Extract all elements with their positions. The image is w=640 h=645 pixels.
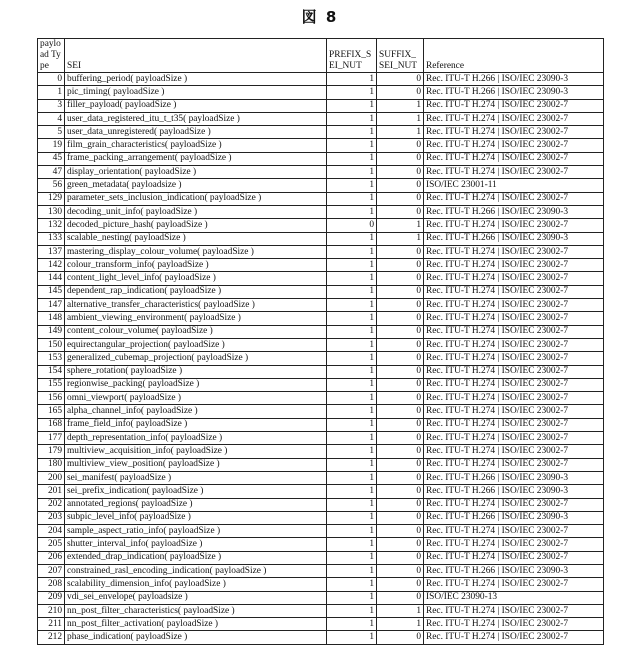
cell-reference: ISO/IEC 23001-11 xyxy=(424,179,604,192)
table-row xyxy=(38,525,604,538)
cell-sei: parameter_sets_inclusion_indication( payloadSize ) xyxy=(65,192,327,205)
cell-prefix-sei-nut: 1 xyxy=(327,618,377,631)
cell-payload-type: 208 xyxy=(38,578,65,591)
cell-reference: Rec. ITU-T H.266 | ISO/IEC 23090-3 xyxy=(424,205,604,218)
cell-reference: Rec. ITU-T H.274 | ISO/IEC 23002-7 xyxy=(424,325,604,338)
cell-reference: Rec. ITU-T H.274 | ISO/IEC 23002-7 xyxy=(424,166,604,179)
cell-prefix-sei-nut: 1 xyxy=(327,152,377,165)
table-row xyxy=(38,73,604,86)
cell-payload-type: 154 xyxy=(38,365,65,378)
table-row xyxy=(38,392,604,405)
cell-payload-type: 1 xyxy=(38,86,65,99)
cell-payload-type: 130 xyxy=(38,205,65,218)
cell-prefix-sei-nut: 1 xyxy=(327,445,377,458)
cell-suffix-sei-nut: 1 xyxy=(377,618,424,631)
cell-prefix-sei-nut: 1 xyxy=(327,299,377,312)
table-row xyxy=(38,591,604,604)
table-row xyxy=(38,166,604,179)
cell-suffix-sei-nut: 0 xyxy=(377,485,424,498)
table-row xyxy=(38,551,604,564)
table-row xyxy=(38,219,604,232)
cell-sei: generalized_cubemap_projection( payloadSize ) xyxy=(65,352,327,365)
cell-reference: Rec. ITU-T H.266 | ISO/IEC 23090-3 xyxy=(424,564,604,577)
cell-payload-type: 0 xyxy=(38,73,65,86)
cell-prefix-sei-nut: 1 xyxy=(327,631,377,644)
cell-payload-type: 149 xyxy=(38,325,65,338)
cell-suffix-sei-nut: 0 xyxy=(377,312,424,325)
cell-prefix-sei-nut: 1 xyxy=(327,538,377,551)
cell-sei: nn_post_filter_activation( payloadSize ) xyxy=(65,618,327,631)
cell-suffix-sei-nut: 1 xyxy=(377,126,424,139)
cell-payload-type: 211 xyxy=(38,618,65,631)
cell-sei: display_orientation( payloadSize ) xyxy=(65,166,327,179)
cell-suffix-sei-nut: 0 xyxy=(377,73,424,86)
cell-reference: Rec. ITU-T H.274 | ISO/IEC 23002-7 xyxy=(424,392,604,405)
cell-prefix-sei-nut: 1 xyxy=(327,392,377,405)
table-row xyxy=(38,245,604,258)
cell-payload-type: 179 xyxy=(38,445,65,458)
table-row xyxy=(38,458,604,471)
cell-prefix-sei-nut: 1 xyxy=(327,166,377,179)
cell-suffix-sei-nut: 0 xyxy=(377,245,424,258)
cell-reference: Rec. ITU-T H.274 | ISO/IEC 23002-7 xyxy=(424,551,604,564)
figure-title: 図 8 xyxy=(0,6,640,27)
cell-payload-type: 142 xyxy=(38,259,65,272)
cell-payload-type: 207 xyxy=(38,564,65,577)
cell-payload-type: 4 xyxy=(38,112,65,125)
cell-reference: Rec. ITU-T H.274 | ISO/IEC 23002-7 xyxy=(424,285,604,298)
cell-suffix-sei-nut: 0 xyxy=(377,179,424,192)
cell-prefix-sei-nut: 1 xyxy=(327,86,377,99)
table-row xyxy=(38,126,604,139)
cell-prefix-sei-nut: 1 xyxy=(327,325,377,338)
cell-reference: Rec. ITU-T H.274 | ISO/IEC 23002-7 xyxy=(424,538,604,551)
table-row xyxy=(38,179,604,192)
cell-sei: depth_representation_info( payloadSize ) xyxy=(65,432,327,445)
cell-payload-type: 19 xyxy=(38,139,65,152)
cell-suffix-sei-nut: 0 xyxy=(377,511,424,524)
cell-suffix-sei-nut: 0 xyxy=(377,405,424,418)
cell-payload-type: 47 xyxy=(38,166,65,179)
cell-sei: alternative_transfer_characteristics( payloadSize ) xyxy=(65,299,327,312)
cell-sei: mastering_display_colour_volume( payloadSize ) xyxy=(65,245,327,258)
cell-suffix-sei-nut: 0 xyxy=(377,525,424,538)
cell-prefix-sei-nut: 1 xyxy=(327,604,377,617)
cell-sei: vdi_sei_envelope( payloadsize ) xyxy=(65,591,327,604)
cell-payload-type: 202 xyxy=(38,498,65,511)
cell-reference: Rec. ITU-T H.274 | ISO/IEC 23002-7 xyxy=(424,458,604,471)
cell-prefix-sei-nut: 1 xyxy=(327,112,377,125)
cell-reference: Rec. ITU-T H.266 | ISO/IEC 23090-3 xyxy=(424,73,604,86)
cell-reference: Rec. ITU-T H.266 | ISO/IEC 23090-3 xyxy=(424,485,604,498)
cell-prefix-sei-nut: 1 xyxy=(327,139,377,152)
cell-reference: ISO/IEC 23090-13 xyxy=(424,591,604,604)
cell-sei: frame_field_info( payloadSize ) xyxy=(65,418,327,431)
cell-reference: Rec. ITU-T H.274 | ISO/IEC 23002-7 xyxy=(424,604,604,617)
cell-suffix-sei-nut: 0 xyxy=(377,551,424,564)
cell-suffix-sei-nut: 0 xyxy=(377,299,424,312)
cell-payload-type: 205 xyxy=(38,538,65,551)
cell-reference: Rec. ITU-T H.274 | ISO/IEC 23002-7 xyxy=(424,99,604,112)
table-row xyxy=(38,205,604,218)
cell-reference: Rec. ITU-T H.266 | ISO/IEC 23090-3 xyxy=(424,471,604,484)
table-header-row xyxy=(38,39,604,73)
table-row xyxy=(38,338,604,351)
cell-prefix-sei-nut: 1 xyxy=(327,126,377,139)
table-row xyxy=(38,299,604,312)
cell-sei: user_data_unregistered( payloadSize ) xyxy=(65,126,327,139)
cell-prefix-sei-nut: 1 xyxy=(327,192,377,205)
table-row xyxy=(38,604,604,617)
cell-sei: regionwise_packing( payloadSize ) xyxy=(65,378,327,391)
cell-reference: Rec. ITU-T H.274 | ISO/IEC 23002-7 xyxy=(424,631,604,644)
cell-sei: film_grain_characteristics( payloadSize ) xyxy=(65,139,327,152)
cell-prefix-sei-nut: 1 xyxy=(327,432,377,445)
table-row xyxy=(38,352,604,365)
table-row xyxy=(38,325,604,338)
cell-reference: Rec. ITU-T H.274 | ISO/IEC 23002-7 xyxy=(424,219,604,232)
cell-suffix-sei-nut: 0 xyxy=(377,392,424,405)
cell-sei: content_light_level_info( payloadSize ) xyxy=(65,272,327,285)
cell-payload-type: 204 xyxy=(38,525,65,538)
cell-sei: extended_drap_indication( payloadSize ) xyxy=(65,551,327,564)
cell-payload-type: 133 xyxy=(38,232,65,245)
cell-sei: omni_viewport( payloadSize ) xyxy=(65,392,327,405)
cell-sei: shutter_interval_info( payloadSize ) xyxy=(65,538,327,551)
cell-suffix-sei-nut: 1 xyxy=(377,604,424,617)
cell-suffix-sei-nut: 0 xyxy=(377,378,424,391)
table-row xyxy=(38,471,604,484)
cell-prefix-sei-nut: 1 xyxy=(327,232,377,245)
cell-payload-type: 210 xyxy=(38,604,65,617)
cell-suffix-sei-nut: 0 xyxy=(377,259,424,272)
cell-reference: Rec. ITU-T H.274 | ISO/IEC 23002-7 xyxy=(424,498,604,511)
cell-sei: dependent_rap_indication( payloadSize ) xyxy=(65,285,327,298)
cell-reference: Rec. ITU-T H.274 | ISO/IEC 23002-7 xyxy=(424,338,604,351)
cell-reference: Rec. ITU-T H.266 | ISO/IEC 23090-3 xyxy=(424,86,604,99)
cell-sei: colour_transform_info( payloadSize ) xyxy=(65,259,327,272)
cell-prefix-sei-nut: 1 xyxy=(327,73,377,86)
cell-sei: decoded_picture_hash( payloadSize ) xyxy=(65,219,327,232)
cell-suffix-sei-nut: 0 xyxy=(377,86,424,99)
cell-suffix-sei-nut: 0 xyxy=(377,578,424,591)
cell-sei: phase_indication( payloadSize ) xyxy=(65,631,327,644)
cell-payload-type: 147 xyxy=(38,299,65,312)
cell-suffix-sei-nut: 1 xyxy=(377,219,424,232)
table-row xyxy=(38,418,604,431)
table-row xyxy=(38,618,604,631)
cell-suffix-sei-nut: 0 xyxy=(377,272,424,285)
table-row xyxy=(38,139,604,152)
cell-sei: ambient_viewing_environment( payloadSize ) xyxy=(65,312,327,325)
cell-payload-type: 156 xyxy=(38,392,65,405)
cell-sei: alpha_channel_info( payloadSize ) xyxy=(65,405,327,418)
cell-payload-type: 153 xyxy=(38,352,65,365)
cell-suffix-sei-nut: 1 xyxy=(377,99,424,112)
cell-prefix-sei-nut: 1 xyxy=(327,179,377,192)
cell-reference: Rec. ITU-T H.274 | ISO/IEC 23002-7 xyxy=(424,272,604,285)
table-row xyxy=(38,152,604,165)
cell-payload-type: 148 xyxy=(38,312,65,325)
cell-prefix-sei-nut: 1 xyxy=(327,591,377,604)
cell-reference: Rec. ITU-T H.274 | ISO/IEC 23002-7 xyxy=(424,618,604,631)
cell-reference: Rec. ITU-T H.274 | ISO/IEC 23002-7 xyxy=(424,378,604,391)
cell-reference: Rec. ITU-T H.274 | ISO/IEC 23002-7 xyxy=(424,245,604,258)
cell-prefix-sei-nut: 1 xyxy=(327,485,377,498)
cell-payload-type: 129 xyxy=(38,192,65,205)
cell-suffix-sei-nut: 0 xyxy=(377,498,424,511)
cell-sei: scalable_nesting( payloadSize ) xyxy=(65,232,327,245)
cell-suffix-sei-nut: 0 xyxy=(377,338,424,351)
cell-suffix-sei-nut: 0 xyxy=(377,352,424,365)
table-row xyxy=(38,312,604,325)
cell-payload-type: 206 xyxy=(38,551,65,564)
cell-sei: user_data_registered_itu_t_t35( payloadSize ) xyxy=(65,112,327,125)
cell-suffix-sei-nut: 0 xyxy=(377,192,424,205)
cell-prefix-sei-nut: 1 xyxy=(327,458,377,471)
cell-prefix-sei-nut: 1 xyxy=(327,418,377,431)
table-row xyxy=(38,86,604,99)
cell-reference: Rec. ITU-T H.274 | ISO/IEC 23002-7 xyxy=(424,192,604,205)
cell-prefix-sei-nut: 1 xyxy=(327,471,377,484)
header-reference: Reference xyxy=(424,39,604,73)
cell-payload-type: 137 xyxy=(38,245,65,258)
cell-payload-type: 165 xyxy=(38,405,65,418)
cell-reference: Rec. ITU-T H.274 | ISO/IEC 23002-7 xyxy=(424,126,604,139)
cell-reference: Rec. ITU-T H.274 | ISO/IEC 23002-7 xyxy=(424,432,604,445)
cell-payload-type: 144 xyxy=(38,272,65,285)
table-row xyxy=(38,405,604,418)
cell-prefix-sei-nut: 1 xyxy=(327,312,377,325)
header-suffix-sei-nut: SUFFIX_ SEI_NUT xyxy=(377,39,424,73)
cell-reference: Rec. ITU-T H.274 | ISO/IEC 23002-7 xyxy=(424,259,604,272)
cell-reference: Rec. ITU-T H.274 | ISO/IEC 23002-7 xyxy=(424,112,604,125)
cell-prefix-sei-nut: 1 xyxy=(327,338,377,351)
cell-sei: sei_manifest( payloadSize ) xyxy=(65,471,327,484)
cell-reference: Rec. ITU-T H.274 | ISO/IEC 23002-7 xyxy=(424,405,604,418)
cell-suffix-sei-nut: 0 xyxy=(377,139,424,152)
cell-payload-type: 200 xyxy=(38,471,65,484)
cell-sei: multiview_acquisition_info( payloadSize ) xyxy=(65,445,327,458)
table-row xyxy=(38,578,604,591)
cell-prefix-sei-nut: 1 xyxy=(327,205,377,218)
cell-suffix-sei-nut: 0 xyxy=(377,285,424,298)
cell-payload-type: 201 xyxy=(38,485,65,498)
cell-suffix-sei-nut: 0 xyxy=(377,205,424,218)
cell-payload-type: 177 xyxy=(38,432,65,445)
cell-suffix-sei-nut: 0 xyxy=(377,538,424,551)
cell-suffix-sei-nut: 1 xyxy=(377,232,424,245)
cell-prefix-sei-nut: 1 xyxy=(327,365,377,378)
cell-payload-type: 45 xyxy=(38,152,65,165)
cell-suffix-sei-nut: 0 xyxy=(377,432,424,445)
cell-suffix-sei-nut: 0 xyxy=(377,166,424,179)
cell-suffix-sei-nut: 0 xyxy=(377,564,424,577)
cell-suffix-sei-nut: 0 xyxy=(377,458,424,471)
table-row xyxy=(38,498,604,511)
cell-prefix-sei-nut: 1 xyxy=(327,352,377,365)
cell-suffix-sei-nut: 0 xyxy=(377,325,424,338)
table-row xyxy=(38,631,604,644)
cell-prefix-sei-nut: 1 xyxy=(327,551,377,564)
table-row xyxy=(38,445,604,458)
cell-prefix-sei-nut: 1 xyxy=(327,498,377,511)
cell-reference: Rec. ITU-T H.266 | ISO/IEC 23090-3 xyxy=(424,511,604,524)
cell-payload-type: 168 xyxy=(38,418,65,431)
cell-prefix-sei-nut: 1 xyxy=(327,511,377,524)
table-row xyxy=(38,432,604,445)
table-row xyxy=(38,511,604,524)
cell-prefix-sei-nut: 1 xyxy=(327,259,377,272)
header-prefix-sei-nut: PREFIX_S EI_NUT xyxy=(327,39,377,73)
cell-payload-type: 209 xyxy=(38,591,65,604)
cell-sei: decoding_unit_info( payloadSize ) xyxy=(65,205,327,218)
sei-table xyxy=(37,38,604,645)
cell-suffix-sei-nut: 0 xyxy=(377,365,424,378)
cell-sei: constrained_rasl_encoding_indication( payloadSize ) xyxy=(65,564,327,577)
cell-payload-type: 145 xyxy=(38,285,65,298)
cell-sei: filler_payload( payloadSize ) xyxy=(65,99,327,112)
cell-reference: Rec. ITU-T H.274 | ISO/IEC 23002-7 xyxy=(424,525,604,538)
header-payload-type: payload Type xyxy=(38,39,65,73)
header-sei: SEI xyxy=(65,39,327,73)
cell-payload-type: 180 xyxy=(38,458,65,471)
cell-prefix-sei-nut: 1 xyxy=(327,564,377,577)
cell-prefix-sei-nut: 1 xyxy=(327,578,377,591)
cell-payload-type: 150 xyxy=(38,338,65,351)
cell-sei: subpic_level_info( payloadSize ) xyxy=(65,511,327,524)
cell-sei: annotated_regions( payloadSize ) xyxy=(65,498,327,511)
table-row xyxy=(38,99,604,112)
cell-sei: sample_aspect_ratio_info( payloadSize ) xyxy=(65,525,327,538)
cell-prefix-sei-nut: 1 xyxy=(327,378,377,391)
cell-sei: frame_packing_arrangement( payloadSize ) xyxy=(65,152,327,165)
table-row xyxy=(38,272,604,285)
cell-sei: pic_timing( payloadSize ) xyxy=(65,86,327,99)
cell-prefix-sei-nut: 1 xyxy=(327,405,377,418)
cell-reference: Rec. ITU-T H.274 | ISO/IEC 23002-7 xyxy=(424,418,604,431)
cell-reference: Rec. ITU-T H.274 | ISO/IEC 23002-7 xyxy=(424,352,604,365)
cell-sei: sphere_rotation( payloadSize ) xyxy=(65,365,327,378)
cell-reference: Rec. ITU-T H.266 | ISO/IEC 23090-3 xyxy=(424,232,604,245)
cell-suffix-sei-nut: 0 xyxy=(377,631,424,644)
table-row xyxy=(38,192,604,205)
cell-sei: scalability_dimension_info( payloadSize ) xyxy=(65,578,327,591)
cell-payload-type: 132 xyxy=(38,219,65,232)
cell-suffix-sei-nut: 0 xyxy=(377,591,424,604)
cell-payload-type: 212 xyxy=(38,631,65,644)
table-row xyxy=(38,365,604,378)
table-row xyxy=(38,232,604,245)
cell-sei: nn_post_filter_characteristics( payloadSize ) xyxy=(65,604,327,617)
cell-sei: multiview_view_position( payloadSize ) xyxy=(65,458,327,471)
cell-sei: buffering_period( payloadSize ) xyxy=(65,73,327,86)
cell-prefix-sei-nut: 1 xyxy=(327,285,377,298)
table-row xyxy=(38,378,604,391)
table-row xyxy=(38,112,604,125)
cell-payload-type: 56 xyxy=(38,179,65,192)
cell-reference: Rec. ITU-T H.274 | ISO/IEC 23002-7 xyxy=(424,578,604,591)
cell-sei: sei_prefix_indication( payloadSize ) xyxy=(65,485,327,498)
cell-suffix-sei-nut: 1 xyxy=(377,112,424,125)
cell-payload-type: 3 xyxy=(38,99,65,112)
cell-sei: content_colour_volume( payloadSize ) xyxy=(65,325,327,338)
cell-prefix-sei-nut: 0 xyxy=(327,219,377,232)
cell-payload-type: 5 xyxy=(38,126,65,139)
cell-suffix-sei-nut: 0 xyxy=(377,445,424,458)
cell-sei: green_metadata( payloadsize ) xyxy=(65,179,327,192)
cell-reference: Rec. ITU-T H.274 | ISO/IEC 23002-7 xyxy=(424,365,604,378)
cell-suffix-sei-nut: 0 xyxy=(377,471,424,484)
table-row xyxy=(38,485,604,498)
table-row xyxy=(38,538,604,551)
cell-prefix-sei-nut: 1 xyxy=(327,525,377,538)
cell-payload-type: 203 xyxy=(38,511,65,524)
cell-payload-type: 155 xyxy=(38,378,65,391)
cell-reference: Rec. ITU-T H.274 | ISO/IEC 23002-7 xyxy=(424,152,604,165)
cell-prefix-sei-nut: 1 xyxy=(327,272,377,285)
cell-reference: Rec. ITU-T H.274 | ISO/IEC 23002-7 xyxy=(424,139,604,152)
cell-sei: equirectangular_projection( payloadSize ) xyxy=(65,338,327,351)
cell-prefix-sei-nut: 1 xyxy=(327,245,377,258)
table-row xyxy=(38,259,604,272)
cell-reference: Rec. ITU-T H.274 | ISO/IEC 23002-7 xyxy=(424,445,604,458)
table-row xyxy=(38,285,604,298)
cell-reference: Rec. ITU-T H.274 | ISO/IEC 23002-7 xyxy=(424,312,604,325)
table-row xyxy=(38,564,604,577)
cell-suffix-sei-nut: 0 xyxy=(377,152,424,165)
cell-suffix-sei-nut: 0 xyxy=(377,418,424,431)
cell-prefix-sei-nut: 1 xyxy=(327,99,377,112)
cell-reference: Rec. ITU-T H.274 | ISO/IEC 23002-7 xyxy=(424,299,604,312)
